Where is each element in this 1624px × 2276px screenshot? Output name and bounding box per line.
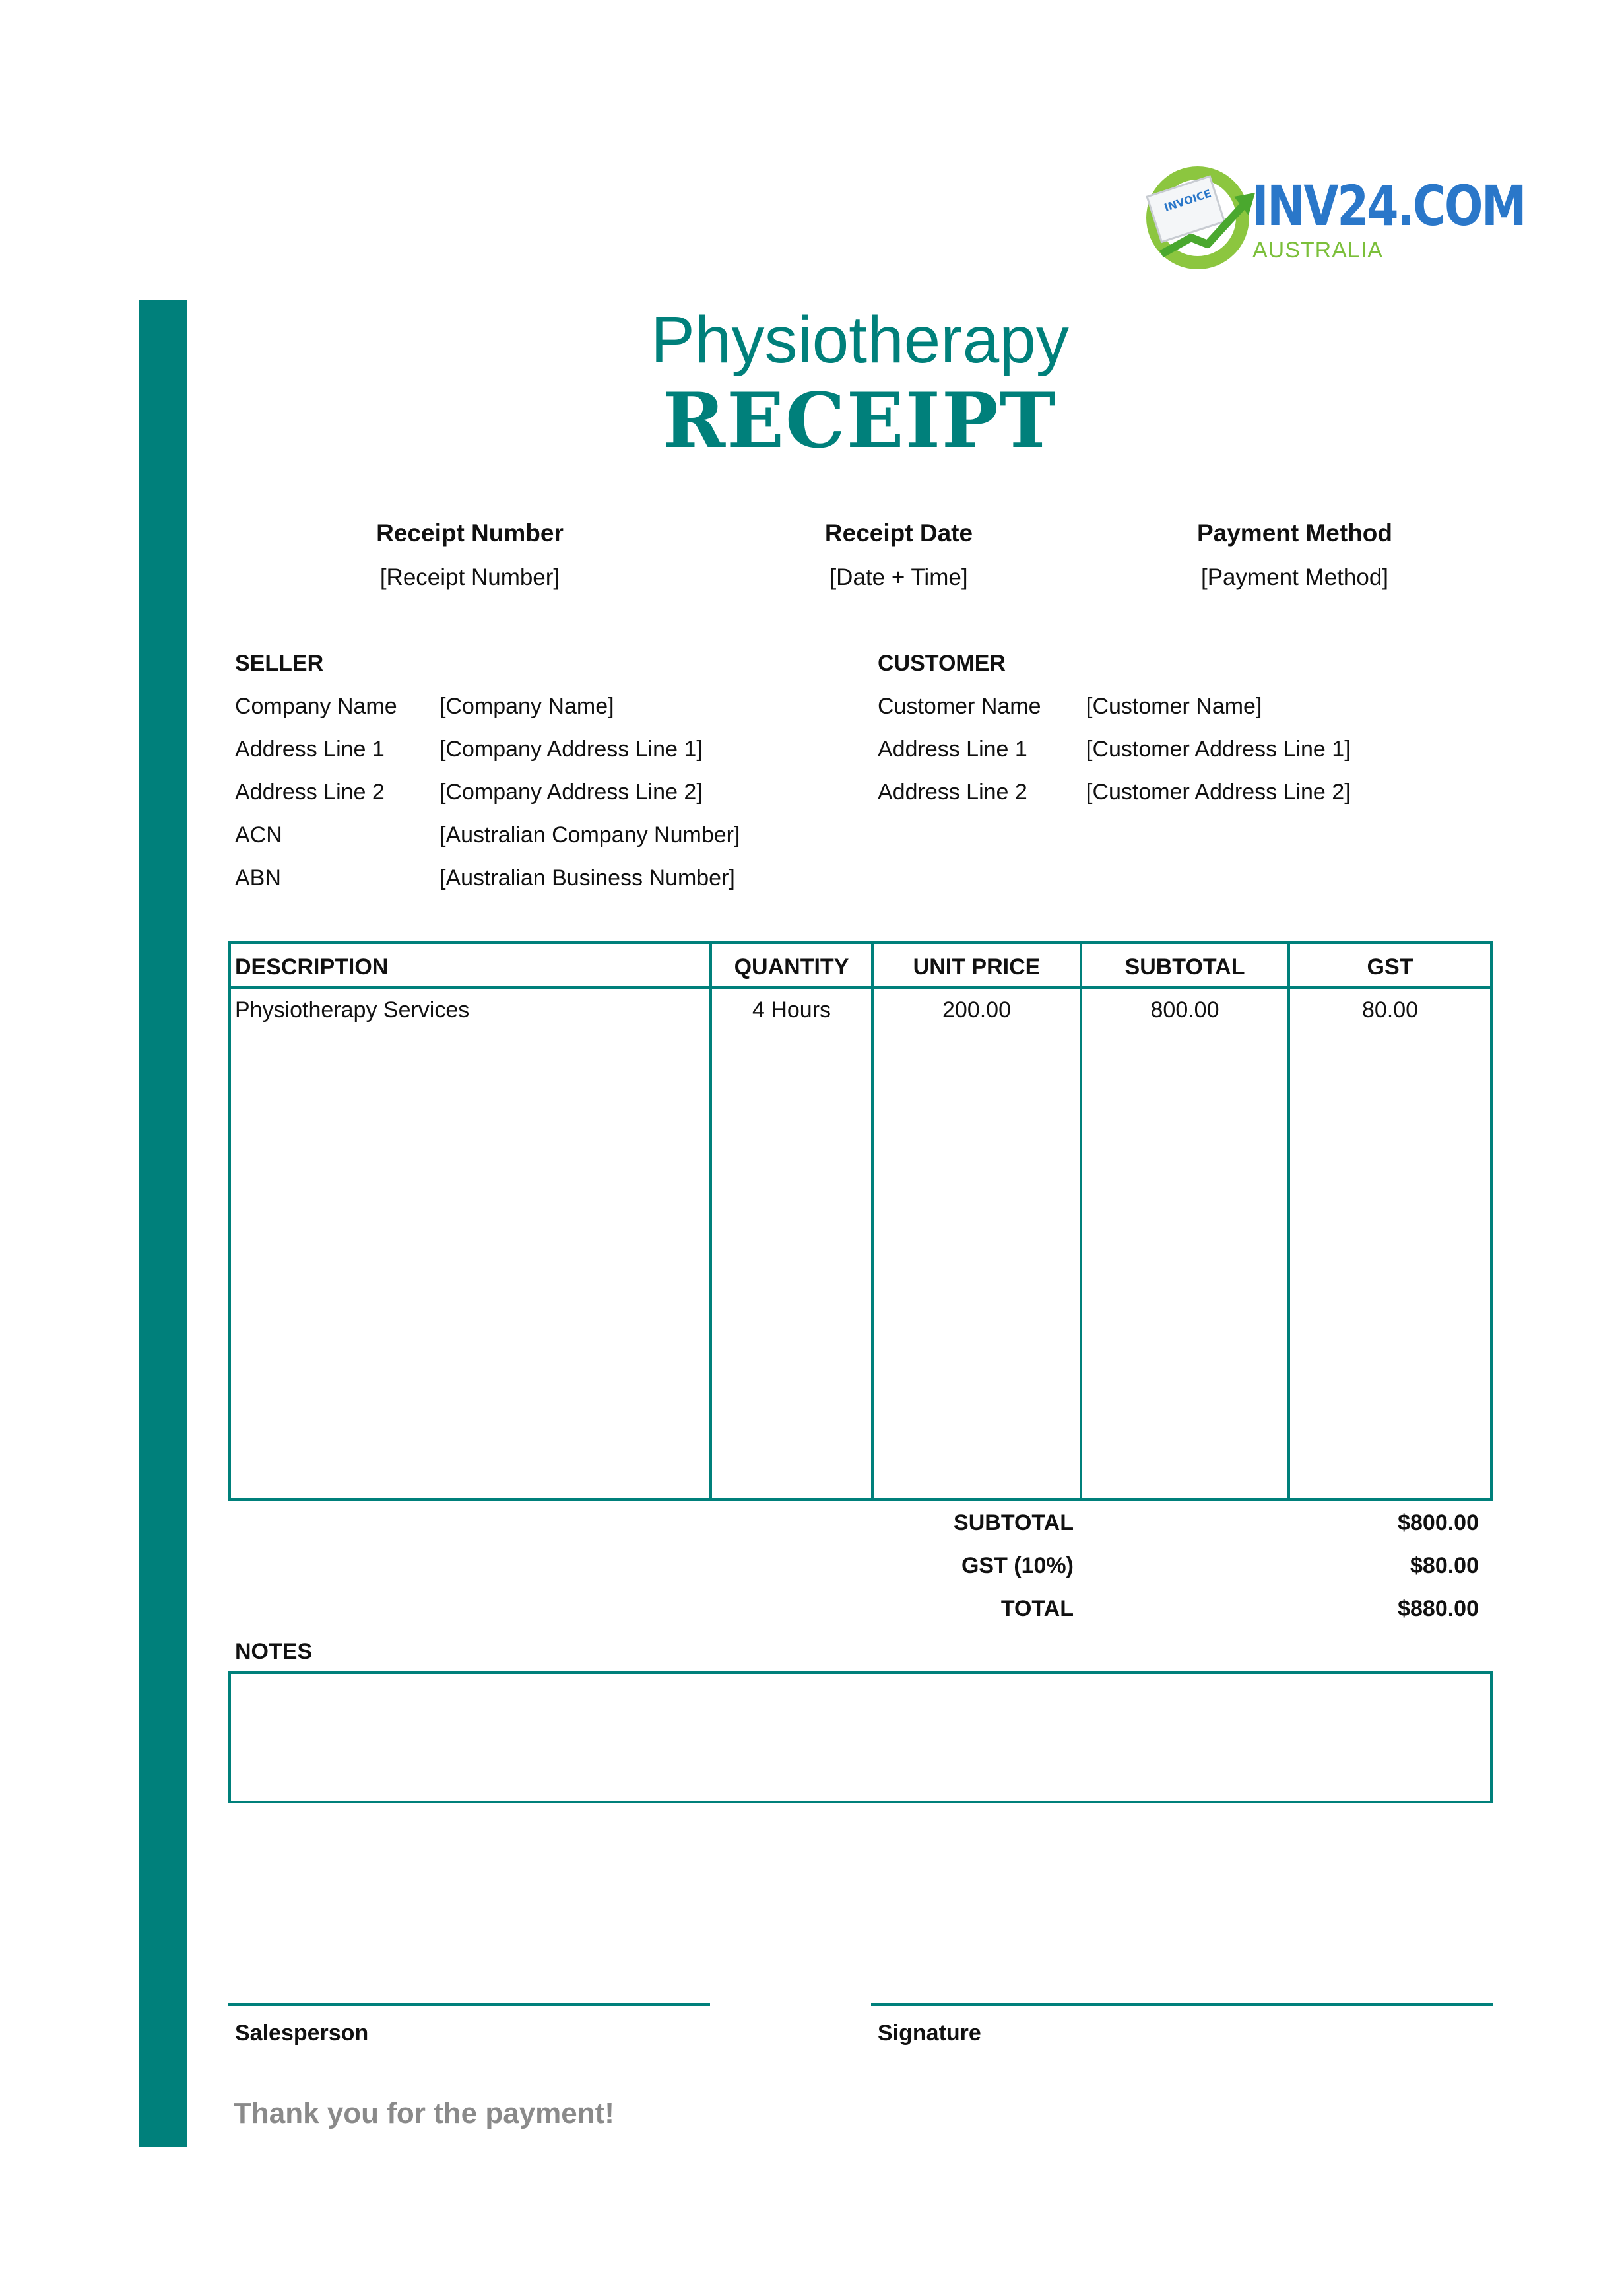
customer-label: Address Line 1 — [878, 737, 1027, 762]
column-header-gst: GST — [1367, 954, 1413, 980]
customer-heading: CUSTOMER — [878, 651, 1006, 676]
seller-value: [Australian Company Number] — [439, 822, 740, 848]
page-title: Physiotherapy — [651, 303, 1069, 377]
table-header-divider — [228, 986, 1493, 989]
column-divider — [709, 941, 712, 1501]
seller-value: [Australian Business Number] — [439, 865, 735, 890]
receipt-date-value: [Date + Time] — [829, 564, 968, 590]
subtotal-label: SUBTOTAL — [954, 1510, 1074, 1535]
salesperson-label: Salesperson — [235, 2021, 369, 2046]
seller-value: [Company Address Line 2] — [439, 780, 703, 805]
customer-value: [Customer Address Line 1] — [1086, 737, 1351, 762]
customer-label: Customer Name — [878, 694, 1041, 719]
subtotal-value: $800.00 — [1398, 1510, 1479, 1535]
gst-value: $80.00 — [1410, 1553, 1479, 1578]
column-header-description: DESCRIPTION — [235, 954, 389, 980]
seller-label: ABN — [235, 865, 281, 890]
receipt-date-label: Receipt Date — [824, 519, 973, 547]
column-header-subtotal: SUBTOTAL — [1124, 954, 1245, 980]
accent-sidebar — [139, 300, 187, 2147]
receipt-number-value: [Receipt Number] — [379, 564, 560, 590]
customer-value: [Customer Address Line 2] — [1086, 780, 1351, 805]
column-divider — [1080, 941, 1082, 1501]
item-unit-price: 200.00 — [942, 997, 1011, 1022]
logo-subtext: AUSTRALIA — [1252, 238, 1383, 263]
seller-label: Address Line 2 — [235, 780, 385, 805]
payment-method-value: [Payment Method] — [1200, 564, 1389, 590]
column-header-unit-price: UNIT PRICE — [913, 954, 1041, 980]
customer-value: [Customer Name] — [1086, 694, 1262, 719]
page-subtitle: RECEIPT — [663, 376, 1057, 465]
column-divider — [1287, 941, 1290, 1501]
notes-box — [228, 1671, 1493, 1803]
signature-label: Signature — [878, 2021, 981, 2046]
seller-value: [Company Address Line 1] — [439, 737, 703, 762]
seller-value: [Company Name] — [439, 694, 614, 719]
receipt-number-label: Receipt Number — [376, 519, 564, 547]
payment-method-label: Payment Method — [1196, 519, 1393, 547]
salesperson-line — [228, 2003, 710, 2006]
item-gst: 80.00 — [1361, 997, 1419, 1022]
seller-label: Address Line 1 — [235, 737, 385, 762]
total-value: $880.00 — [1398, 1596, 1479, 1621]
column-header-quantity: QUANTITY — [734, 954, 849, 980]
items-table — [228, 941, 1493, 1501]
seller-label: ACN — [235, 822, 282, 848]
item-description: Physiotherapy Services — [235, 997, 470, 1022]
gst-label: GST (10%) — [961, 1553, 1074, 1578]
item-subtotal: 800.00 — [1150, 997, 1219, 1022]
seller-label: Company Name — [235, 694, 397, 719]
customer-label: Address Line 2 — [878, 780, 1027, 805]
logo-wordmark: INV24.COM — [1252, 174, 1526, 238]
logo-doc-text: INVOICE — [1162, 187, 1213, 215]
notes-heading: NOTES — [235, 1639, 313, 1664]
column-divider — [871, 941, 874, 1501]
total-label: TOTAL — [1000, 1596, 1074, 1621]
seller-heading: SELLER — [235, 651, 324, 676]
thank-you-message: Thank you for the payment! — [234, 2097, 614, 2129]
item-quantity: 4 Hours — [752, 997, 831, 1022]
signature-line — [871, 2003, 1493, 2006]
